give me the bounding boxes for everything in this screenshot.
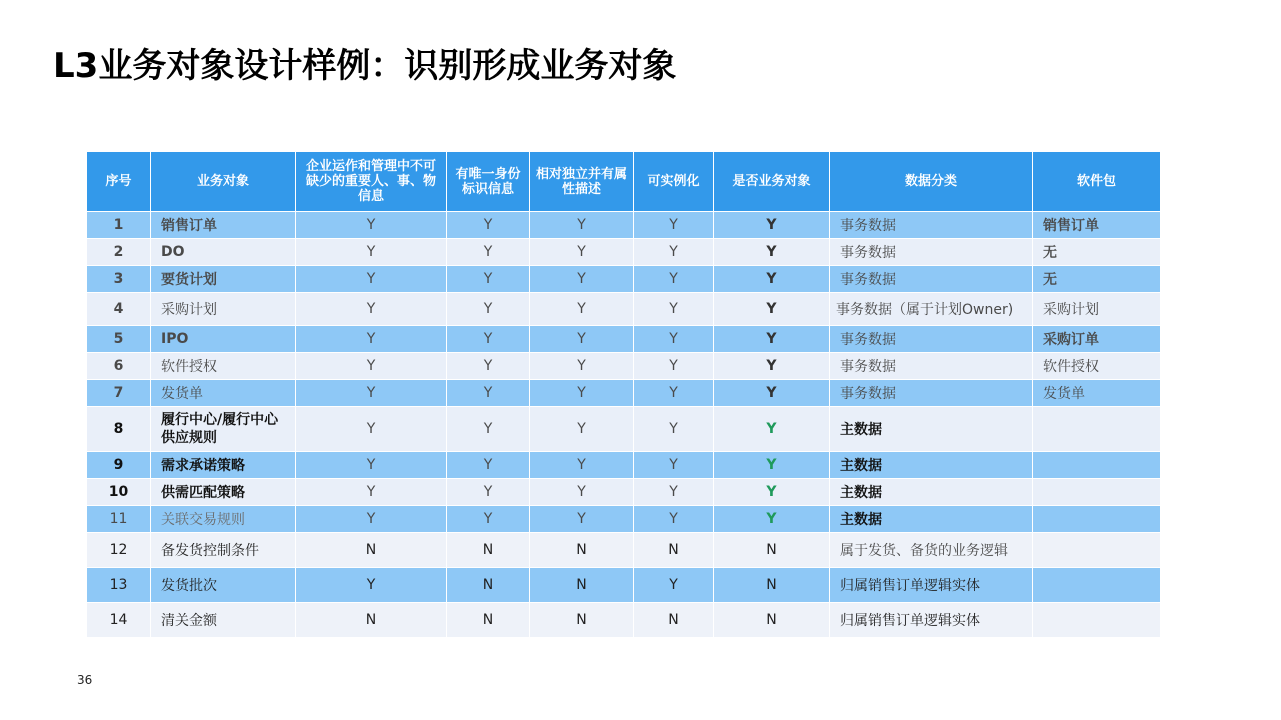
cell-index: 11 bbox=[87, 506, 151, 533]
cell-independent: Y bbox=[530, 326, 634, 353]
cell-package bbox=[1033, 533, 1161, 568]
cell-independent: Y bbox=[530, 506, 634, 533]
cell-important: Y bbox=[296, 407, 447, 452]
cell-is-object: Y bbox=[714, 506, 830, 533]
cell-unique: Y bbox=[447, 239, 530, 266]
cell-instantiable: Y bbox=[634, 326, 714, 353]
cell-category: 事务数据 bbox=[830, 212, 1033, 239]
cell-independent: Y bbox=[530, 380, 634, 407]
cell-object: DO bbox=[151, 239, 296, 266]
cell-package bbox=[1033, 506, 1161, 533]
cell-instantiable: Y bbox=[634, 212, 714, 239]
cell-is-object: Y bbox=[714, 212, 830, 239]
cell-category: 事务数据 bbox=[830, 353, 1033, 380]
cell-is-object: Y bbox=[714, 407, 830, 452]
cell-package bbox=[1033, 603, 1161, 638]
cell-independent: Y bbox=[530, 407, 634, 452]
cell-package bbox=[1033, 568, 1161, 603]
cell-index: 7 bbox=[87, 380, 151, 407]
cell-index: 9 bbox=[87, 452, 151, 479]
cell-object: 关联交易规则 bbox=[151, 506, 296, 533]
cell-unique: Y bbox=[447, 506, 530, 533]
cell-category: 事务数据 bbox=[830, 326, 1033, 353]
cell-independent: Y bbox=[530, 479, 634, 506]
cell-instantiable: Y bbox=[634, 380, 714, 407]
cell-instantiable: Y bbox=[634, 266, 714, 293]
cell-instantiable: N bbox=[634, 603, 714, 638]
table-row bbox=[87, 353, 1161, 380]
cell-is-object: Y bbox=[714, 479, 830, 506]
cell-independent: Y bbox=[530, 266, 634, 293]
cell-unique: Y bbox=[447, 293, 530, 326]
cell-category: 事务数据（属于计划Owner) bbox=[830, 293, 1033, 326]
cell-category: 主数据 bbox=[830, 452, 1033, 479]
cell-object: 供需匹配策略 bbox=[151, 479, 296, 506]
table-row bbox=[87, 407, 1161, 452]
cell-is-object: N bbox=[714, 603, 830, 638]
cell-unique: Y bbox=[447, 380, 530, 407]
cell-important: Y bbox=[296, 479, 447, 506]
cell-important: Y bbox=[296, 293, 447, 326]
cell-unique: Y bbox=[447, 452, 530, 479]
cell-important: Y bbox=[296, 266, 447, 293]
cell-unique: Y bbox=[447, 212, 530, 239]
header-unique-id: 有唯一身份标识信息 bbox=[447, 152, 530, 212]
cell-category: 归属销售订单逻辑实体 bbox=[830, 603, 1033, 638]
cell-package bbox=[1033, 407, 1161, 452]
cell-index: 14 bbox=[87, 603, 151, 638]
table-row bbox=[87, 506, 1161, 533]
cell-index: 1 bbox=[87, 212, 151, 239]
cell-category: 主数据 bbox=[830, 407, 1033, 452]
cell-package: 采购订单 bbox=[1033, 326, 1161, 353]
cell-instantiable: Y bbox=[634, 452, 714, 479]
cell-category: 归属销售订单逻辑实体 bbox=[830, 568, 1033, 603]
cell-important: Y bbox=[296, 212, 447, 239]
cell-instantiable: Y bbox=[634, 407, 714, 452]
cell-important: N bbox=[296, 603, 447, 638]
header-independent-attrs: 相对独立并有属性描述 bbox=[530, 152, 634, 212]
table-row bbox=[87, 568, 1161, 603]
cell-index: 4 bbox=[87, 293, 151, 326]
page-title: L3业务对象设计样例：识别形成业务对象 bbox=[53, 46, 677, 86]
header-instantiable: 可实例化 bbox=[634, 152, 714, 212]
cell-instantiable: N bbox=[634, 533, 714, 568]
table-row bbox=[87, 266, 1161, 293]
table-row bbox=[87, 326, 1161, 353]
table-row bbox=[87, 380, 1161, 407]
cell-unique: N bbox=[447, 568, 530, 603]
cell-category: 事务数据 bbox=[830, 266, 1033, 293]
cell-important: Y bbox=[296, 506, 447, 533]
header-software-package: 软件包 bbox=[1033, 152, 1161, 212]
cell-category: 主数据 bbox=[830, 479, 1033, 506]
cell-category: 主数据 bbox=[830, 506, 1033, 533]
cell-object: 软件授权 bbox=[151, 353, 296, 380]
cell-independent: N bbox=[530, 568, 634, 603]
cell-object: 采购计划 bbox=[151, 293, 296, 326]
cell-instantiable: Y bbox=[634, 568, 714, 603]
cell-index: 6 bbox=[87, 353, 151, 380]
cell-unique: Y bbox=[447, 479, 530, 506]
cell-independent: Y bbox=[530, 293, 634, 326]
cell-important: Y bbox=[296, 380, 447, 407]
cell-unique: Y bbox=[447, 326, 530, 353]
cell-independent: Y bbox=[530, 353, 634, 380]
cell-important: Y bbox=[296, 239, 447, 266]
cell-package bbox=[1033, 452, 1161, 479]
table-row bbox=[87, 452, 1161, 479]
cell-important: Y bbox=[296, 353, 447, 380]
cell-object: IPO bbox=[151, 326, 296, 353]
cell-independent: N bbox=[530, 603, 634, 638]
header-important-info: 企业运作和管理中不可缺少的重要人、事、物信息 bbox=[296, 152, 447, 212]
cell-unique: N bbox=[447, 603, 530, 638]
header-index: 序号 bbox=[87, 152, 151, 212]
cell-category: 属于发货、备货的业务逻辑 bbox=[830, 533, 1033, 568]
page-number: 36 bbox=[77, 673, 93, 687]
cell-category: 事务数据 bbox=[830, 380, 1033, 407]
cell-object: 需求承诺策略 bbox=[151, 452, 296, 479]
cell-object: 发货批次 bbox=[151, 568, 296, 603]
cell-is-object: Y bbox=[714, 452, 830, 479]
cell-is-object: Y bbox=[714, 239, 830, 266]
table-row bbox=[87, 533, 1161, 568]
cell-package: 发货单 bbox=[1033, 380, 1161, 407]
cell-is-object: N bbox=[714, 533, 830, 568]
cell-instantiable: Y bbox=[634, 239, 714, 266]
cell-is-object: Y bbox=[714, 353, 830, 380]
cell-unique: N bbox=[447, 533, 530, 568]
cell-independent: Y bbox=[530, 239, 634, 266]
cell-index: 5 bbox=[87, 326, 151, 353]
cell-important: N bbox=[296, 533, 447, 568]
cell-index: 12 bbox=[87, 533, 151, 568]
cell-unique: Y bbox=[447, 353, 530, 380]
cell-is-object: Y bbox=[714, 293, 830, 326]
cell-index: 13 bbox=[87, 568, 151, 603]
cell-unique: Y bbox=[447, 266, 530, 293]
table-row bbox=[87, 239, 1161, 266]
business-object-table bbox=[86, 151, 1161, 638]
header-is-business-object: 是否业务对象 bbox=[714, 152, 830, 212]
cell-package: 软件授权 bbox=[1033, 353, 1161, 380]
cell-category: 事务数据 bbox=[830, 239, 1033, 266]
cell-important: Y bbox=[296, 568, 447, 603]
header-data-category: 数据分类 bbox=[830, 152, 1033, 212]
cell-index: 2 bbox=[87, 239, 151, 266]
cell-important: Y bbox=[296, 326, 447, 353]
cell-independent: N bbox=[530, 533, 634, 568]
table-row bbox=[87, 603, 1161, 638]
table-row bbox=[87, 479, 1161, 506]
cell-object: 发货单 bbox=[151, 380, 296, 407]
cell-index: 3 bbox=[87, 266, 151, 293]
cell-is-object: Y bbox=[714, 380, 830, 407]
table-header-row bbox=[87, 152, 1161, 212]
table-row bbox=[87, 293, 1161, 326]
table-row bbox=[87, 212, 1161, 239]
cell-package bbox=[1033, 479, 1161, 506]
cell-index: 8 bbox=[87, 407, 151, 452]
cell-independent: Y bbox=[530, 212, 634, 239]
cell-object: 销售订单 bbox=[151, 212, 296, 239]
cell-object: 履行中心/履行中心供应规则 bbox=[151, 407, 296, 452]
cell-is-object: Y bbox=[714, 326, 830, 353]
cell-instantiable: Y bbox=[634, 479, 714, 506]
cell-index: 10 bbox=[87, 479, 151, 506]
cell-independent: Y bbox=[530, 452, 634, 479]
cell-package: 无 bbox=[1033, 239, 1161, 266]
cell-object: 清关金额 bbox=[151, 603, 296, 638]
header-business-object: 业务对象 bbox=[151, 152, 296, 212]
cell-important: Y bbox=[296, 452, 447, 479]
cell-instantiable: Y bbox=[634, 353, 714, 380]
cell-object: 备发货控制条件 bbox=[151, 533, 296, 568]
cell-instantiable: Y bbox=[634, 506, 714, 533]
cell-package: 采购计划 bbox=[1033, 293, 1161, 326]
cell-instantiable: Y bbox=[634, 293, 714, 326]
cell-is-object: Y bbox=[714, 266, 830, 293]
cell-unique: Y bbox=[447, 407, 530, 452]
cell-object: 要货计划 bbox=[151, 266, 296, 293]
cell-package: 销售订单 bbox=[1033, 212, 1161, 239]
cell-is-object: N bbox=[714, 568, 830, 603]
cell-package: 无 bbox=[1033, 266, 1161, 293]
